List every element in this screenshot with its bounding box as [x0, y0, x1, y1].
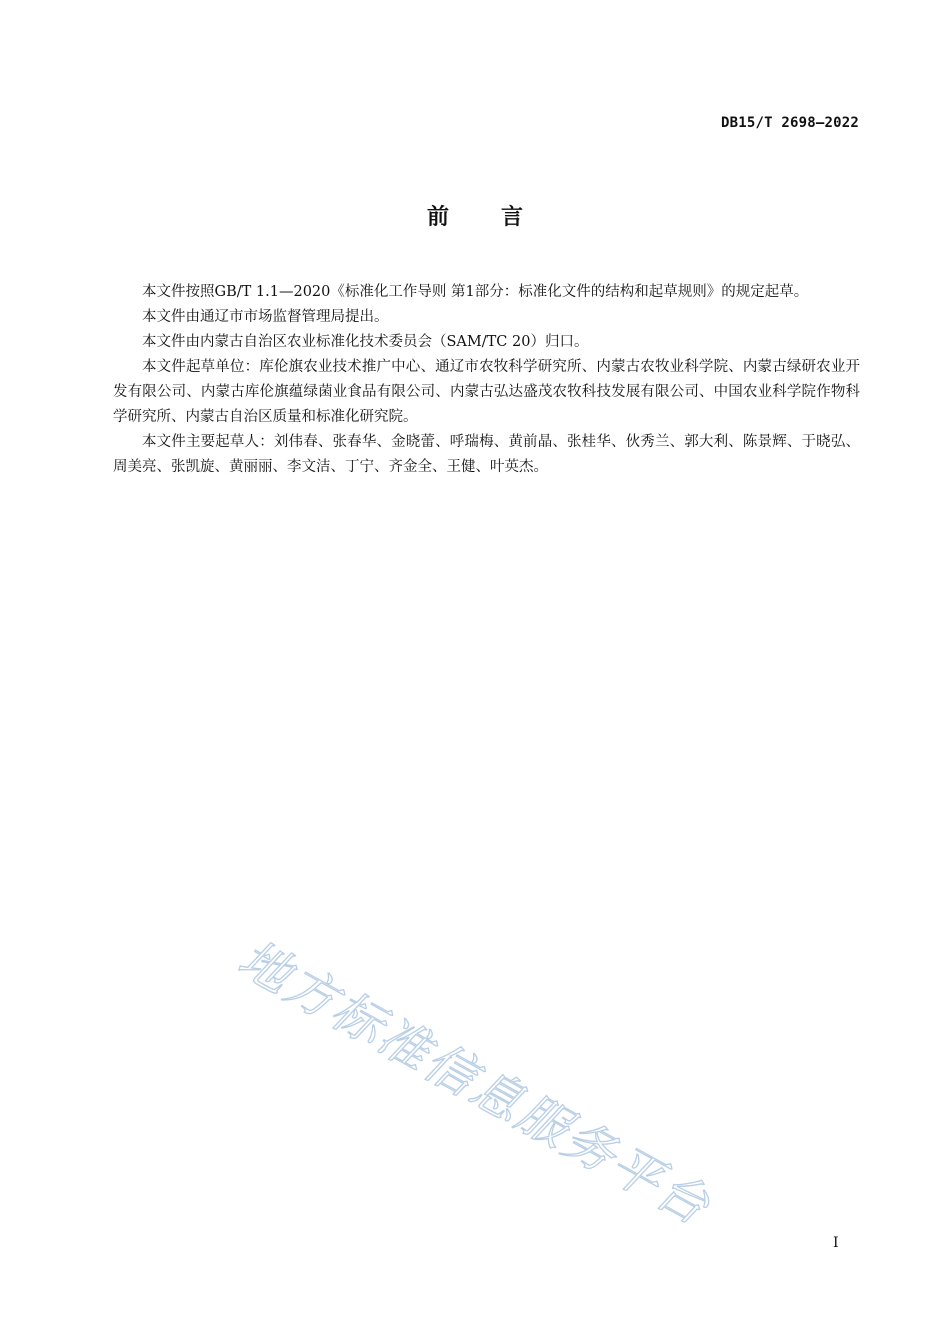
document-code: DB15/T 2698—2022: [720, 115, 859, 131]
page-number: I: [833, 1235, 839, 1251]
watermark: 地方标准信息服务平台: [229, 929, 721, 1237]
paragraph-drafting-units: 本文件起草单位：库伦旗农业技术推广中心、通辽市农牧科学研究所、内蒙古农牧业科学院、内蒙古绿研农业开发有限公司、内蒙古库伦旗蕴绿菌业食品有限公司、内蒙古弘达盛茂农牧科技发展有限公司、中国农业科学院作物科学研究所、内蒙古自治区质量和标准化研究院。: [113, 359, 860, 425]
page-title: 前言: [426, 205, 575, 230]
paragraph-proposer: 本文件由通辽市市场监督管理局提出。: [142, 309, 389, 325]
paragraph-drafters: 本文件主要起草人：刘伟春、张春华、金晓蕾、呼瑞梅、黄前晶、张桂华、伙秀兰、郭大利、陈景辉、于晓弘、周美亮、张凯旋、黄丽丽、李文洁、丁宁、齐金全、王健、叶英杰。: [113, 434, 860, 475]
paragraph-drafting-rules: 本文件按照GB/T 1.1—2020《标准化工作导则 第1部分：标准化文件的结构和起草规则》的规定起草。: [142, 284, 809, 300]
foreword-body: [113, 280, 860, 480]
paragraph-responsible-committee: 本文件由内蒙古自治区农业标准化技术委员会（SAM/TC 20）归口。: [142, 334, 589, 350]
